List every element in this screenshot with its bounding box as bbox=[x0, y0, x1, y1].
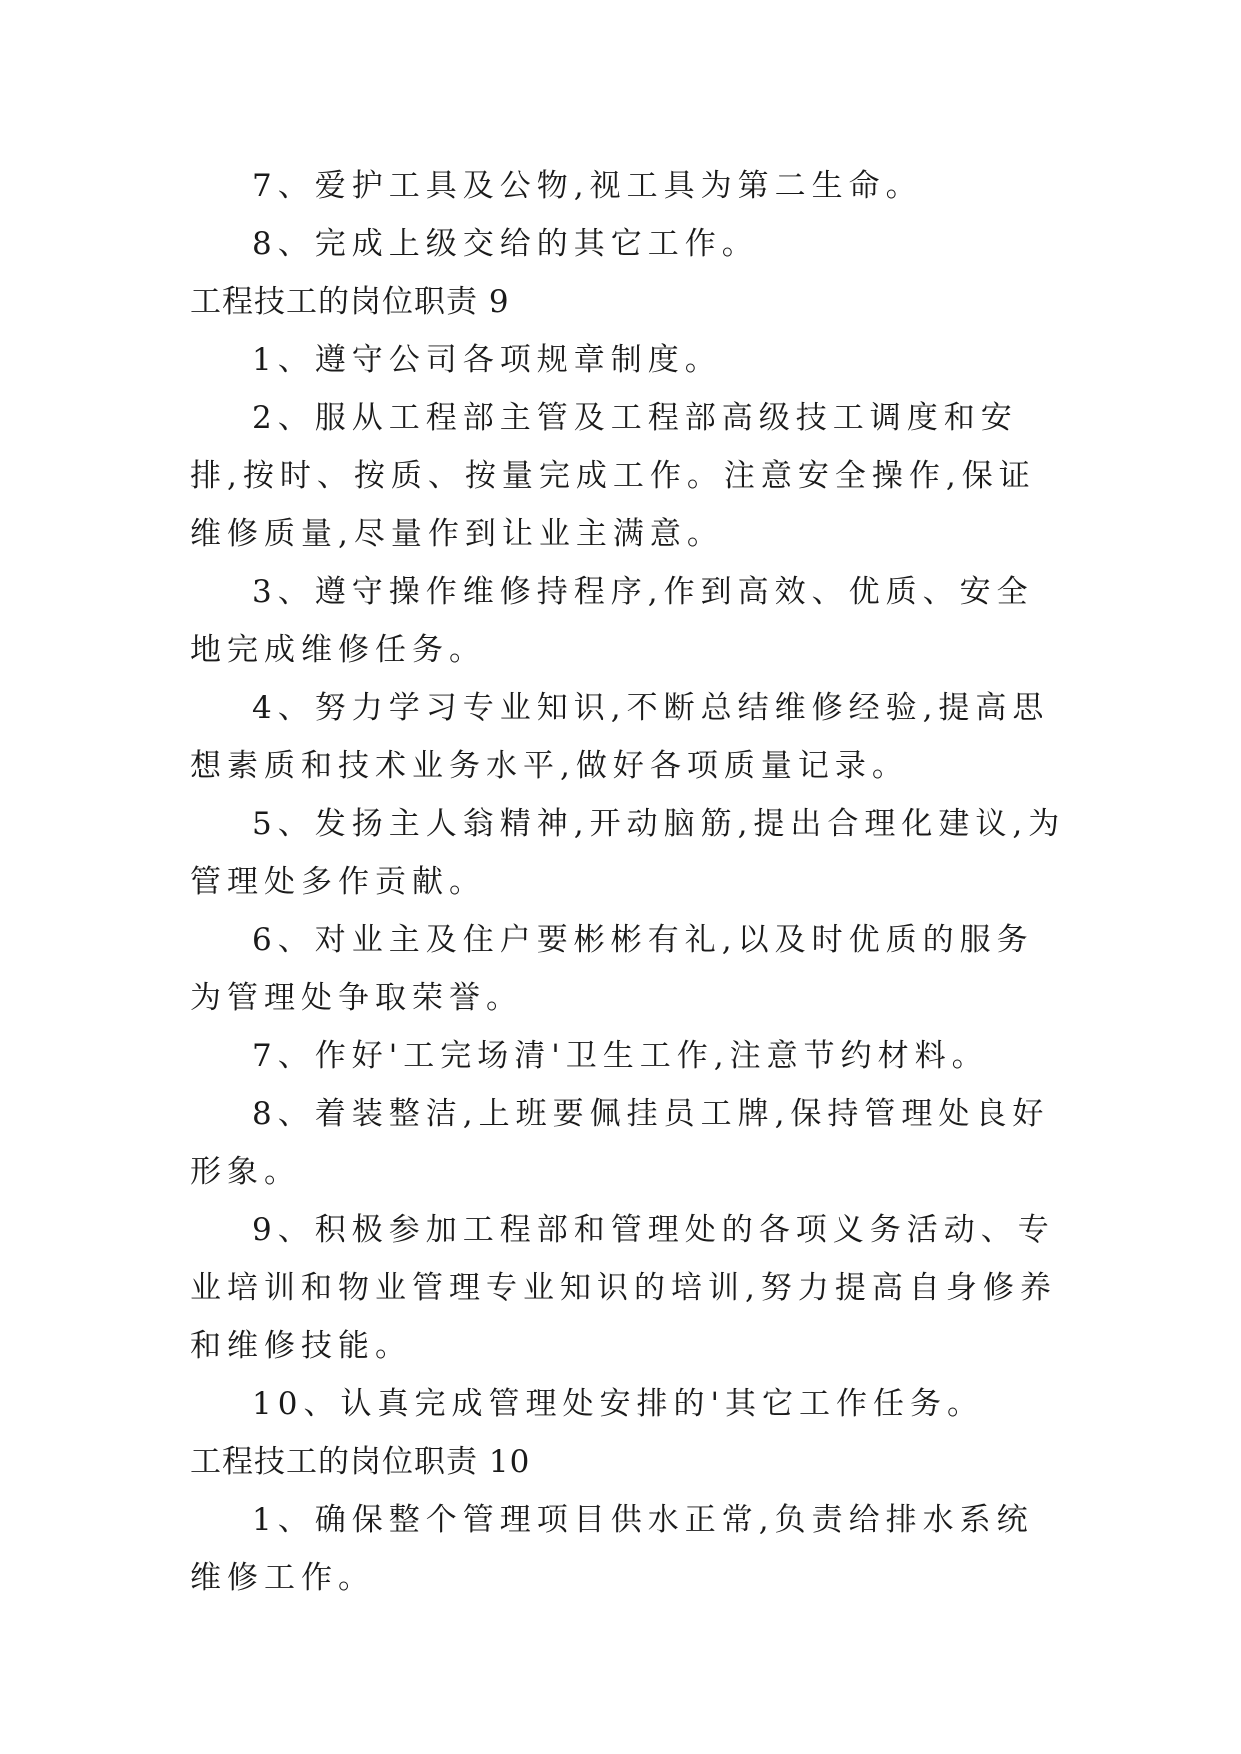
list-item: 6、对业主及住户要彬彬有礼,以及时优质的服务为管理处争取荣誉。 bbox=[190, 922, 1034, 1016]
list-item: 10、认真完成管理处安排的'其它工作任务。 bbox=[252, 1386, 984, 1422]
section-heading: 工程技工的岗位职责 10 bbox=[190, 1444, 531, 1480]
list-item: 1、确保整个管理项目供水正常,负责给排水系统维修工作。 bbox=[190, 1502, 1034, 1596]
document-page bbox=[190, 157, 1070, 1607]
list-item: 7、爱护工具及公物,视工具为第二生命。 bbox=[252, 168, 923, 204]
section-heading: 工程技工的岗位职责 9 bbox=[190, 284, 510, 320]
list-item: 4、努力学习专业知识,不断总结维修经验,提高思想素质和技术业务水平,做好各项质量记录。 bbox=[190, 690, 1050, 784]
list-item: 9、积极参加工程部和管理处的各项义务活动、专业培训和物业管理专业知识的培训,努力提高自身修养和维修技能。 bbox=[190, 1212, 1057, 1364]
list-item: 2、服从工程部主管及工程部高级技工调度和安排,按时、按质、按量完成工作。注意安全操作,保证维修质量,尽量作到让业主满意。 bbox=[190, 400, 1036, 552]
list-item: 1、遵守公司各项规章制度。 bbox=[252, 342, 722, 378]
list-item: 5、发扬主人翁精神,开动脑筋,提出合理化建议,为管理处多作贡献。 bbox=[190, 806, 1066, 900]
list-item: 8、完成上级交给的其它工作。 bbox=[252, 226, 759, 262]
list-item: 8、着装整洁,上班要佩挂员工牌,保持管理处良好形象。 bbox=[190, 1096, 1050, 1190]
list-item: 3、遵守操作维修持程序,作到高效、优质、安全地完成维修任务。 bbox=[190, 574, 1034, 668]
list-item: 7、作好'工完场清'卫生工作,注意节约材料。 bbox=[252, 1038, 989, 1074]
